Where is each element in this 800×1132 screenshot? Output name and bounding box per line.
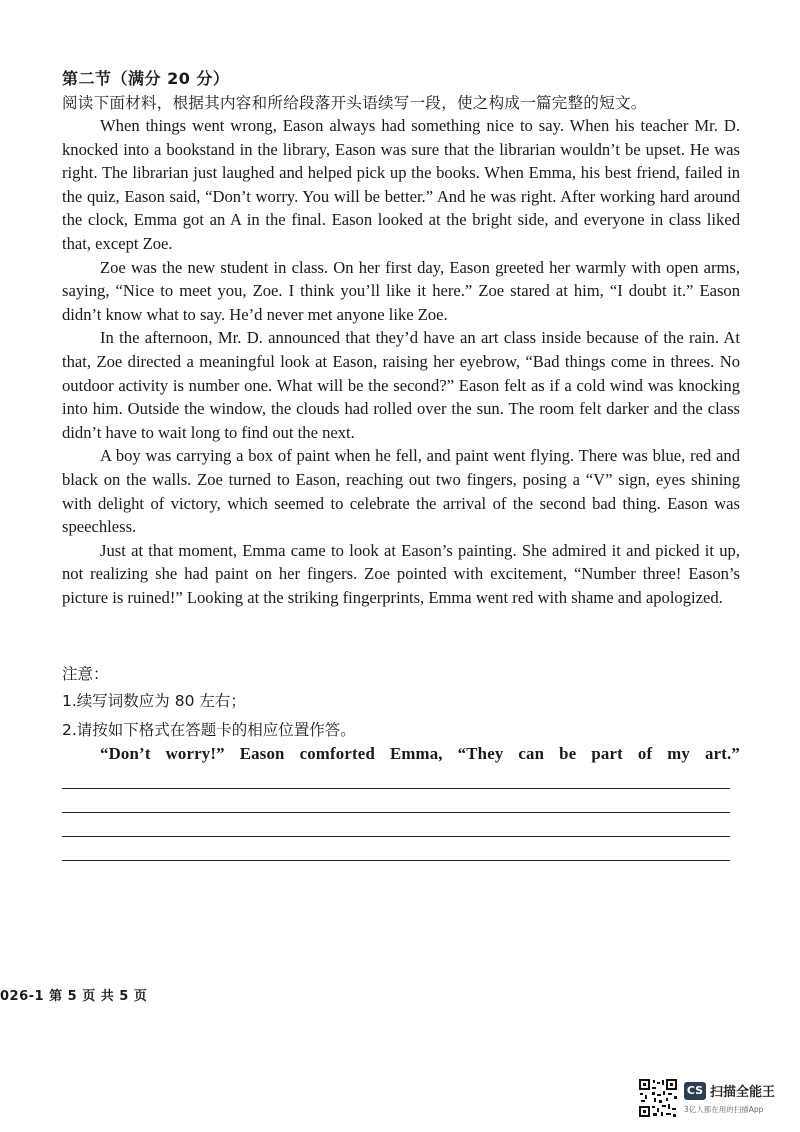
passage-paragraph-4: A boy was carrying a box of paint when he fell, and paint went flying. There was blue, red and black on the walls. Zoe turned to Eason, reaching out two fingers, posing a “V” sign, eyes shining with delight of victory, which seemed to celebrate the arrival of the second bad thing. Eason was speechless.: [62, 446, 740, 537]
reading-passage: [62, 114, 740, 609]
passage-paragraph-2: Zoe was the new student in class. On her first day, Eason greeted her warmly with open arms, saying, “Nice to meet you, Zoe. I think you’ll like it here.” Zoe stared at him, “I doubt it.” Eason didn’t know what to say. He’d never met anyone like Zoe.: [62, 257, 740, 324]
page-footer: 026-1 第 5 页 共 5 页: [0, 989, 148, 1004]
answer-line: [62, 836, 730, 837]
scanner-app-name: 扫描全能王: [710, 1085, 776, 1100]
answer-line: [62, 812, 730, 813]
note-word-count: 1.续写词数应为 80 左右；: [62, 692, 246, 710]
note-answer-format: 2.请按如下格式在答题卡的相应位置作答。: [62, 721, 356, 739]
answer-line: [62, 860, 730, 861]
scanner-tagline: 3亿人都在用的扫描App: [684, 1105, 764, 1114]
instruction-text: 阅读下面材料，根据其内容和所给段落开头语续写一段，使之构成一篇完整的短文。: [62, 94, 647, 112]
passage-paragraph-1: When things went wrong, Eason always had something nice to say. When his teacher Mr. D. knocked into a bookstand in the library, Eason was sure that the librarian wouldn’t be upset. He was right. The librarian just laughed and helped pick up the books. When Emma, his best friend, failed in the quiz, Eason said, “Don’t worry. You will be better.” And he was right. After working hard around the clock, Emma got an A in the final. Eason looked at the bright side, and everyone in class liked that, except Zoe.: [62, 116, 740, 253]
passage-paragraph-5: Just at that moment, Emma came to look at Eason’s painting. She admired it and picked it up, not realizing she had paint on her fingers. Zoe pointed with excitement, “Number three! Eason’s picture is ruined!” Looking at the striking fingerprints, Emma went red with shame and apologized.: [62, 540, 740, 607]
scanner-watermark: [638, 1078, 788, 1118]
camscanner-logo: CS: [684, 1082, 706, 1100]
section-title: 第二节（满分 20 分）: [62, 69, 230, 88]
answer-line: [62, 788, 730, 789]
passage-paragraph-3: In the afternoon, Mr. D. announced that they’d have an art class inside because of the rain. At that, Zoe directed a meaningful look at Eason, raising her eyebrow, “Bad things come in threes. No outdoor activity is number one. What will be the second?” Eason felt as if a cold wind was knocking into him. Outside the window, the clouds had rolled over the sun. The room felt darker and the class didn’t have to wait long to find out the next.: [62, 328, 740, 442]
continuation-starter: “Don’t worry!” Eason comforted Emma, “They can be part of my art.”: [100, 744, 740, 763]
qr-code-icon: [638, 1078, 678, 1118]
notes-heading: 注意：: [62, 665, 109, 683]
